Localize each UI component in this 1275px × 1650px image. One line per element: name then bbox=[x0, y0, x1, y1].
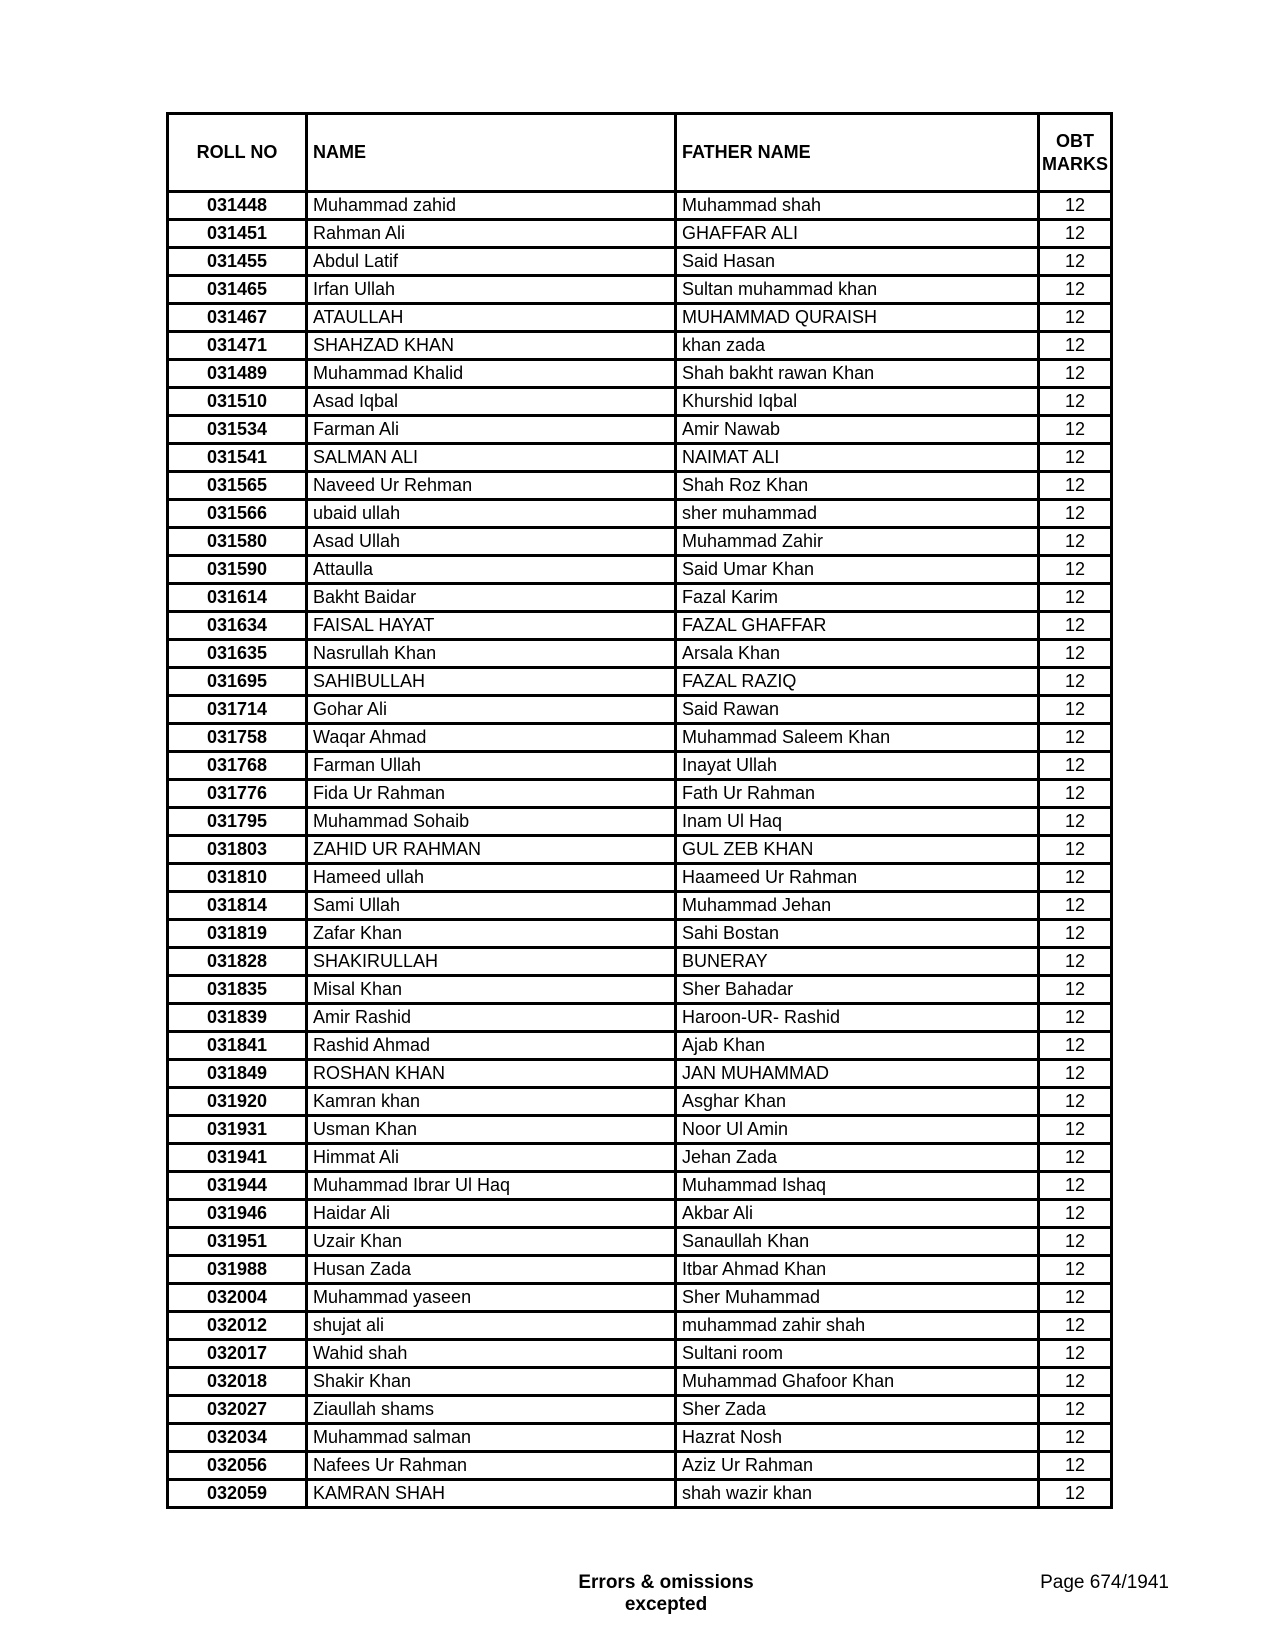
name-cell: Abdul Latif bbox=[307, 248, 676, 276]
table-row bbox=[168, 836, 1112, 864]
col-header-father-name: FATHER NAME bbox=[676, 114, 1039, 192]
obt-marks-cell: 12 bbox=[1039, 920, 1112, 948]
table-row bbox=[168, 1172, 1112, 1200]
roll-no-cell: 031634 bbox=[168, 612, 307, 640]
obt-marks-cell: 12 bbox=[1039, 1340, 1112, 1368]
name-cell: Muhammad yaseen bbox=[307, 1284, 676, 1312]
table-row bbox=[168, 556, 1112, 584]
father-name-cell: Sher Zada bbox=[676, 1396, 1039, 1424]
obt-marks-cell: 12 bbox=[1039, 1424, 1112, 1452]
table-row bbox=[168, 276, 1112, 304]
name-cell: ATAULLAH bbox=[307, 304, 676, 332]
father-name-cell: Noor Ul Amin bbox=[676, 1116, 1039, 1144]
table-row bbox=[168, 752, 1112, 780]
roll-no-cell: 031941 bbox=[168, 1144, 307, 1172]
name-cell: Muhammad Ibrar Ul Haq bbox=[307, 1172, 676, 1200]
name-cell: Uzair Khan bbox=[307, 1228, 676, 1256]
father-name-cell: Haroon-UR- Rashid bbox=[676, 1004, 1039, 1032]
father-name-cell: Ajab Khan bbox=[676, 1032, 1039, 1060]
name-cell: Misal Khan bbox=[307, 976, 676, 1004]
obt-marks-cell: 12 bbox=[1039, 500, 1112, 528]
table-row bbox=[168, 444, 1112, 472]
name-cell: Rashid Ahmad bbox=[307, 1032, 676, 1060]
obt-marks-cell: 12 bbox=[1039, 1172, 1112, 1200]
name-cell: Muhammad Khalid bbox=[307, 360, 676, 388]
name-cell: Wahid shah bbox=[307, 1340, 676, 1368]
col-header-name: NAME bbox=[307, 114, 676, 192]
name-cell: Gohar Ali bbox=[307, 696, 676, 724]
obt-marks-cell: 12 bbox=[1039, 864, 1112, 892]
name-cell: KAMRAN SHAH bbox=[307, 1480, 676, 1508]
obt-marks-cell: 12 bbox=[1039, 444, 1112, 472]
obt-marks-cell: 12 bbox=[1039, 1032, 1112, 1060]
roll-no-cell: 031635 bbox=[168, 640, 307, 668]
table-row bbox=[168, 724, 1112, 752]
obt-marks-cell: 12 bbox=[1039, 1060, 1112, 1088]
roll-no-cell: 031467 bbox=[168, 304, 307, 332]
table-row bbox=[168, 388, 1112, 416]
roll-no-cell: 031849 bbox=[168, 1060, 307, 1088]
name-cell: Ziaullah shams bbox=[307, 1396, 676, 1424]
father-name-cell: Sahi Bostan bbox=[676, 920, 1039, 948]
name-cell: SHAHZAD KHAN bbox=[307, 332, 676, 360]
roll-no-cell: 031465 bbox=[168, 276, 307, 304]
table-row bbox=[168, 332, 1112, 360]
obt-marks-cell: 12 bbox=[1039, 360, 1112, 388]
name-cell: ROSHAN KHAN bbox=[307, 1060, 676, 1088]
father-name-cell: FAZAL GHAFFAR bbox=[676, 612, 1039, 640]
table-row bbox=[168, 1144, 1112, 1172]
name-cell: Nasrullah Khan bbox=[307, 640, 676, 668]
obt-marks-cell: 12 bbox=[1039, 1396, 1112, 1424]
table-row bbox=[168, 1200, 1112, 1228]
name-cell: Asad Ullah bbox=[307, 528, 676, 556]
roll-no-cell: 031810 bbox=[168, 864, 307, 892]
roll-no-cell: 031795 bbox=[168, 808, 307, 836]
obt-marks-cell: 12 bbox=[1039, 1256, 1112, 1284]
table-row bbox=[168, 976, 1112, 1004]
table-row bbox=[168, 1032, 1112, 1060]
father-name-cell: GUL ZEB KHAN bbox=[676, 836, 1039, 864]
roll-no-cell: 031988 bbox=[168, 1256, 307, 1284]
obt-marks-cell: 12 bbox=[1039, 248, 1112, 276]
col-header-obt-marks: OBT MARKS bbox=[1039, 114, 1112, 192]
roll-no-cell: 031471 bbox=[168, 332, 307, 360]
father-name-cell: Muhammad shah bbox=[676, 192, 1039, 220]
roll-no-cell: 032027 bbox=[168, 1396, 307, 1424]
name-cell: Nafees Ur Rahman bbox=[307, 1452, 676, 1480]
obt-marks-cell: 12 bbox=[1039, 1452, 1112, 1480]
father-name-cell: Muhammad Jehan bbox=[676, 892, 1039, 920]
father-name-cell: Hazrat Nosh bbox=[676, 1424, 1039, 1452]
name-cell: SHAKIRULLAH bbox=[307, 948, 676, 976]
table-row bbox=[168, 220, 1112, 248]
table-row bbox=[168, 1396, 1112, 1424]
obt-marks-cell: 12 bbox=[1039, 304, 1112, 332]
roll-no-cell: 031828 bbox=[168, 948, 307, 976]
obt-marks-cell: 12 bbox=[1039, 472, 1112, 500]
roll-no-cell: 031448 bbox=[168, 192, 307, 220]
father-name-cell: Shah bakht rawan Khan bbox=[676, 360, 1039, 388]
roll-no-cell: 032034 bbox=[168, 1424, 307, 1452]
name-cell: Farman Ali bbox=[307, 416, 676, 444]
obt-marks-cell: 12 bbox=[1039, 1144, 1112, 1172]
obt-marks-cell: 12 bbox=[1039, 780, 1112, 808]
roll-no-cell: 031541 bbox=[168, 444, 307, 472]
table-row bbox=[168, 500, 1112, 528]
table-row bbox=[168, 1228, 1112, 1256]
father-name-cell: Amir Nawab bbox=[676, 416, 1039, 444]
father-name-cell: Sher Bahadar bbox=[676, 976, 1039, 1004]
name-cell: Farman Ullah bbox=[307, 752, 676, 780]
col-header-roll-no: ROLL NO bbox=[168, 114, 307, 192]
results-table bbox=[166, 112, 1113, 1509]
name-cell: SALMAN ALI bbox=[307, 444, 676, 472]
father-name-cell: Sanaullah Khan bbox=[676, 1228, 1039, 1256]
obt-marks-cell: 12 bbox=[1039, 724, 1112, 752]
table-row bbox=[168, 1368, 1112, 1396]
father-name-cell: Haameed Ur Rahman bbox=[676, 864, 1039, 892]
table-row bbox=[168, 1116, 1112, 1144]
obt-marks-cell: 12 bbox=[1039, 1200, 1112, 1228]
roll-no-cell: 031841 bbox=[168, 1032, 307, 1060]
name-cell: Fida Ur Rahman bbox=[307, 780, 676, 808]
father-name-cell: Muhammad Ghafoor Khan bbox=[676, 1368, 1039, 1396]
table-row bbox=[168, 1480, 1112, 1508]
name-cell: shujat ali bbox=[307, 1312, 676, 1340]
table-row bbox=[168, 192, 1112, 220]
obt-marks-cell: 12 bbox=[1039, 528, 1112, 556]
father-name-cell: Shah Roz Khan bbox=[676, 472, 1039, 500]
father-name-cell: NAIMAT ALI bbox=[676, 444, 1039, 472]
obt-marks-cell: 12 bbox=[1039, 1368, 1112, 1396]
table-row bbox=[168, 696, 1112, 724]
table-row bbox=[168, 1340, 1112, 1368]
name-cell: Attaulla bbox=[307, 556, 676, 584]
name-cell: Waqar Ahmad bbox=[307, 724, 676, 752]
obt-marks-cell: 12 bbox=[1039, 416, 1112, 444]
obt-marks-cell: 12 bbox=[1039, 1480, 1112, 1508]
obt-marks-cell: 12 bbox=[1039, 696, 1112, 724]
table-row bbox=[168, 1256, 1112, 1284]
table-row bbox=[168, 920, 1112, 948]
father-name-cell: FAZAL RAZIQ bbox=[676, 668, 1039, 696]
table-row bbox=[168, 892, 1112, 920]
table-row bbox=[168, 1060, 1112, 1088]
father-name-cell: Arsala Khan bbox=[676, 640, 1039, 668]
roll-no-cell: 031489 bbox=[168, 360, 307, 388]
obt-marks-cell: 12 bbox=[1039, 332, 1112, 360]
table-row bbox=[168, 1004, 1112, 1032]
name-cell: Amir Rashid bbox=[307, 1004, 676, 1032]
father-name-cell: BUNERAY bbox=[676, 948, 1039, 976]
obt-marks-cell: 12 bbox=[1039, 1284, 1112, 1312]
name-cell: Himmat Ali bbox=[307, 1144, 676, 1172]
footer-note: Errors & omissions excepted bbox=[578, 1572, 754, 1615]
name-cell: Muhammad Sohaib bbox=[307, 808, 676, 836]
name-cell: Bakht Baidar bbox=[307, 584, 676, 612]
father-name-cell: Fazal Karim bbox=[676, 584, 1039, 612]
father-name-cell: Akbar Ali bbox=[676, 1200, 1039, 1228]
name-cell: FAISAL HAYAT bbox=[307, 612, 676, 640]
name-cell: Kamran khan bbox=[307, 1088, 676, 1116]
obt-marks-cell: 12 bbox=[1039, 1088, 1112, 1116]
roll-no-cell: 031590 bbox=[168, 556, 307, 584]
father-name-cell: khan zada bbox=[676, 332, 1039, 360]
table-row bbox=[168, 416, 1112, 444]
table-row bbox=[168, 780, 1112, 808]
footer-page-number: Page 674/1941 bbox=[1040, 1572, 1169, 1593]
father-name-cell: Sher Muhammad bbox=[676, 1284, 1039, 1312]
obt-marks-cell: 12 bbox=[1039, 556, 1112, 584]
name-cell: Usman Khan bbox=[307, 1116, 676, 1144]
table-row bbox=[168, 360, 1112, 388]
father-name-cell: Said Rawan bbox=[676, 696, 1039, 724]
father-name-cell: Jehan Zada bbox=[676, 1144, 1039, 1172]
roll-no-cell: 031510 bbox=[168, 388, 307, 416]
table-row bbox=[168, 808, 1112, 836]
father-name-cell: muhammad zahir shah bbox=[676, 1312, 1039, 1340]
roll-no-cell: 032018 bbox=[168, 1368, 307, 1396]
roll-no-cell: 031839 bbox=[168, 1004, 307, 1032]
table-row bbox=[168, 1088, 1112, 1116]
name-cell: Muhammad salman bbox=[307, 1424, 676, 1452]
obt-marks-cell: 12 bbox=[1039, 1004, 1112, 1032]
roll-no-cell: 032017 bbox=[168, 1340, 307, 1368]
roll-no-cell: 032059 bbox=[168, 1480, 307, 1508]
obt-marks-cell: 12 bbox=[1039, 976, 1112, 1004]
table-row bbox=[168, 248, 1112, 276]
father-name-cell: Inam Ul Haq bbox=[676, 808, 1039, 836]
header-row bbox=[168, 114, 1112, 192]
roll-no-cell: 031819 bbox=[168, 920, 307, 948]
table-row bbox=[168, 612, 1112, 640]
obt-marks-cell: 12 bbox=[1039, 584, 1112, 612]
roll-no-cell: 031944 bbox=[168, 1172, 307, 1200]
name-cell: Asad Iqbal bbox=[307, 388, 676, 416]
obt-marks-cell: 12 bbox=[1039, 640, 1112, 668]
table-row bbox=[168, 668, 1112, 696]
obt-marks-cell: 12 bbox=[1039, 1116, 1112, 1144]
father-name-cell: Muhammad Ishaq bbox=[676, 1172, 1039, 1200]
roll-no-cell: 032056 bbox=[168, 1452, 307, 1480]
name-cell: Naveed Ur Rehman bbox=[307, 472, 676, 500]
roll-no-cell: 031776 bbox=[168, 780, 307, 808]
roll-no-cell: 031695 bbox=[168, 668, 307, 696]
name-cell: Haidar Ali bbox=[307, 1200, 676, 1228]
name-cell: Muhammad zahid bbox=[307, 192, 676, 220]
father-name-cell: MUHAMMAD QURAISH bbox=[676, 304, 1039, 332]
name-cell: Sami Ullah bbox=[307, 892, 676, 920]
roll-no-cell: 031835 bbox=[168, 976, 307, 1004]
table-row bbox=[168, 1284, 1112, 1312]
name-cell: ZAHID UR RAHMAN bbox=[307, 836, 676, 864]
name-cell: SAHIBULLAH bbox=[307, 668, 676, 696]
father-name-cell: Aziz Ur Rahman bbox=[676, 1452, 1039, 1480]
roll-no-cell: 031455 bbox=[168, 248, 307, 276]
father-name-cell: Inayat Ullah bbox=[676, 752, 1039, 780]
roll-no-cell: 031566 bbox=[168, 500, 307, 528]
obt-marks-cell: 12 bbox=[1039, 836, 1112, 864]
obt-marks-cell: 12 bbox=[1039, 948, 1112, 976]
table-row bbox=[168, 472, 1112, 500]
father-name-cell: Asghar Khan bbox=[676, 1088, 1039, 1116]
name-cell: Hameed ullah bbox=[307, 864, 676, 892]
obt-marks-cell: 12 bbox=[1039, 1228, 1112, 1256]
father-name-cell: Fath Ur Rahman bbox=[676, 780, 1039, 808]
name-cell: ubaid ullah bbox=[307, 500, 676, 528]
roll-no-cell: 031931 bbox=[168, 1116, 307, 1144]
name-cell: Rahman Ali bbox=[307, 220, 676, 248]
father-name-cell: Itbar Ahmad Khan bbox=[676, 1256, 1039, 1284]
table-row bbox=[168, 1312, 1112, 1340]
roll-no-cell: 031451 bbox=[168, 220, 307, 248]
father-name-cell: Muhammad Zahir bbox=[676, 528, 1039, 556]
father-name-cell: JAN MUHAMMAD bbox=[676, 1060, 1039, 1088]
table-row bbox=[168, 640, 1112, 668]
obt-marks-cell: 12 bbox=[1039, 276, 1112, 304]
obt-marks-cell: 12 bbox=[1039, 892, 1112, 920]
roll-no-cell: 031614 bbox=[168, 584, 307, 612]
father-name-cell: Said Hasan bbox=[676, 248, 1039, 276]
obt-marks-cell: 12 bbox=[1039, 668, 1112, 696]
father-name-cell: Said Umar Khan bbox=[676, 556, 1039, 584]
table-row bbox=[168, 1424, 1112, 1452]
roll-no-cell: 031768 bbox=[168, 752, 307, 780]
results-table-body bbox=[168, 192, 1112, 1508]
roll-no-cell: 031565 bbox=[168, 472, 307, 500]
roll-no-cell: 031714 bbox=[168, 696, 307, 724]
table-row bbox=[168, 584, 1112, 612]
father-name-cell: Sultan muhammad khan bbox=[676, 276, 1039, 304]
results-table-header bbox=[168, 114, 1112, 192]
table-row bbox=[168, 304, 1112, 332]
father-name-cell: Muhammad Saleem Khan bbox=[676, 724, 1039, 752]
father-name-cell: GHAFFAR ALI bbox=[676, 220, 1039, 248]
roll-no-cell: 032004 bbox=[168, 1284, 307, 1312]
roll-no-cell: 031951 bbox=[168, 1228, 307, 1256]
obt-marks-cell: 12 bbox=[1039, 808, 1112, 836]
obt-marks-cell: 12 bbox=[1039, 388, 1112, 416]
roll-no-cell: 031814 bbox=[168, 892, 307, 920]
obt-marks-cell: 12 bbox=[1039, 192, 1112, 220]
name-cell: Shakir Khan bbox=[307, 1368, 676, 1396]
name-cell: Irfan Ullah bbox=[307, 276, 676, 304]
roll-no-cell: 031803 bbox=[168, 836, 307, 864]
father-name-cell: Khurshid Iqbal bbox=[676, 388, 1039, 416]
name-cell: Zafar Khan bbox=[307, 920, 676, 948]
father-name-cell: sher muhammad bbox=[676, 500, 1039, 528]
father-name-cell: shah wazir khan bbox=[676, 1480, 1039, 1508]
table-row bbox=[168, 948, 1112, 976]
obt-marks-cell: 12 bbox=[1039, 220, 1112, 248]
table-row bbox=[168, 528, 1112, 556]
roll-no-cell: 031946 bbox=[168, 1200, 307, 1228]
obt-marks-cell: 12 bbox=[1039, 752, 1112, 780]
roll-no-cell: 031534 bbox=[168, 416, 307, 444]
father-name-cell: Sultani room bbox=[676, 1340, 1039, 1368]
table-row bbox=[168, 1452, 1112, 1480]
roll-no-cell: 031920 bbox=[168, 1088, 307, 1116]
obt-marks-cell: 12 bbox=[1039, 1312, 1112, 1340]
roll-no-cell: 031580 bbox=[168, 528, 307, 556]
table-row bbox=[168, 864, 1112, 892]
name-cell: Husan Zada bbox=[307, 1256, 676, 1284]
roll-no-cell: 031758 bbox=[168, 724, 307, 752]
obt-marks-cell: 12 bbox=[1039, 612, 1112, 640]
roll-no-cell: 032012 bbox=[168, 1312, 307, 1340]
